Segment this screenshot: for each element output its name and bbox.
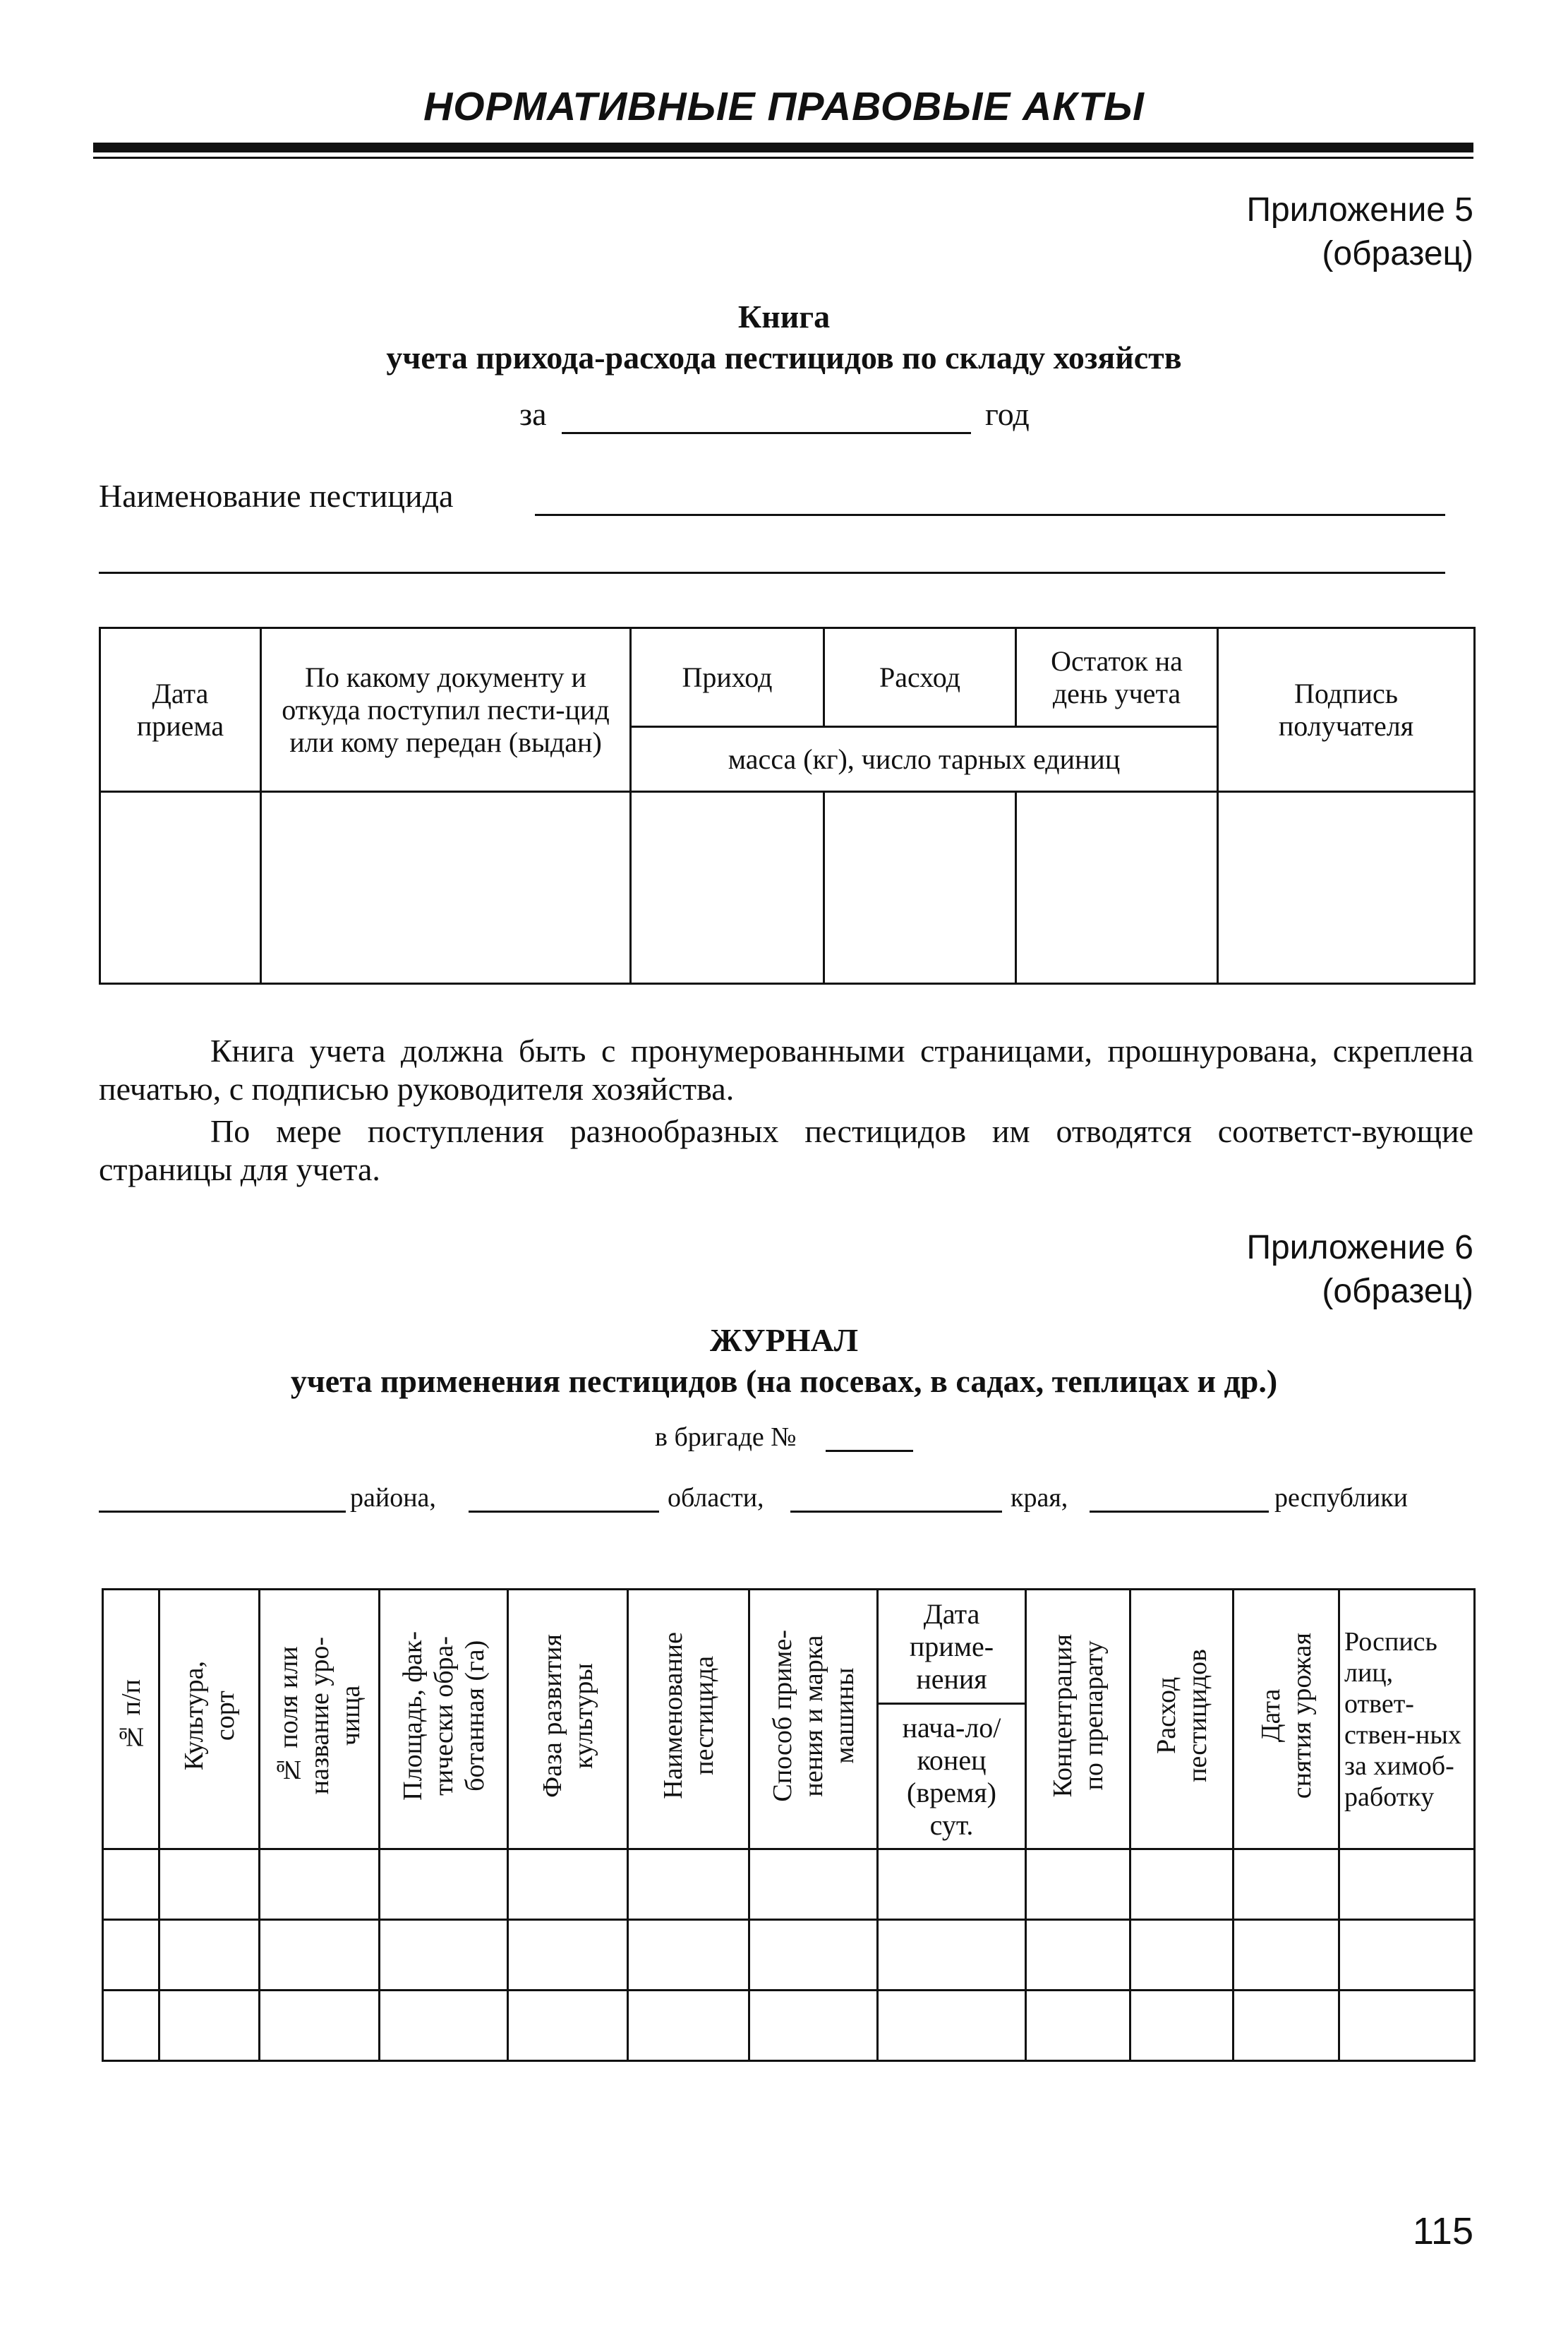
table-cell: [103, 1991, 159, 2061]
col-area-header: [380, 1590, 508, 1849]
col-income-header: Приход: [631, 628, 824, 727]
district-blank-line: [99, 1511, 346, 1513]
col-harvest-label: Дата снятия урожая: [1255, 1632, 1317, 1799]
table-cell: [159, 1991, 260, 2061]
brigade-blank-line: [826, 1450, 913, 1452]
table-cell: [1026, 1991, 1130, 2061]
table-cell: [159, 1920, 260, 1991]
region-oblast: области,: [668, 1483, 764, 1513]
col-num-header: [103, 1590, 159, 1849]
table-cell: [1234, 1920, 1339, 1991]
appendix5-subtitle: учета прихода-расхода пестицидов по складу хозяйств: [386, 340, 1182, 376]
year-prefix: за: [519, 396, 547, 432]
pesticide-name-line: [535, 514, 1445, 516]
col-consumption-header: [1130, 1590, 1234, 1849]
col-concentration-label: Концентрация по препарату: [1047, 1633, 1109, 1798]
krai-blank-line: [790, 1511, 1002, 1513]
col-document-header: По какому документу и откуда поступил пести-цид или кому передан (выдан): [261, 628, 631, 792]
table-cell: [103, 1849, 159, 1920]
table-cell: [261, 792, 631, 984]
col-signature-header: Подпись получателя: [1218, 628, 1475, 792]
pesticide-ledger-table: [99, 627, 1476, 985]
running-header: НОРМАТИВНЫЕ ПРАВОВЫЕ АКТЫ: [423, 84, 1145, 129]
page-number: 115: [1412, 2210, 1473, 2252]
region-republic: республики: [1274, 1483, 1408, 1513]
oblast-blank-line: [469, 1511, 659, 1513]
col-date-bottom-header: нача-ло/конец (время) сут.: [878, 1704, 1026, 1849]
col-phase-header: [508, 1590, 628, 1849]
table-cell: [631, 792, 824, 984]
col-field-label: № поля или название уро- чища: [273, 1636, 366, 1795]
col-crop-label: Культура, сорт: [179, 1660, 240, 1771]
region-krai: края,: [1011, 1483, 1068, 1513]
col-crop-header: [159, 1590, 260, 1849]
units-header: масса (кг), число тарных единиц: [631, 727, 1218, 792]
col-phase-label: Фаза развития культуры: [537, 1633, 598, 1798]
table-cell: [260, 1991, 380, 2061]
table-cell: [103, 1920, 159, 1991]
table-cell: [878, 1991, 1026, 2061]
brigade-label: в бригаде №: [655, 1422, 797, 1452]
col-method-header: [749, 1590, 878, 1849]
col-method-label: Способ приме- нения и марка машины: [767, 1629, 860, 1802]
table-cell: [260, 1920, 380, 1991]
republic-blank-line: [1090, 1511, 1269, 1513]
appendix6-sample: (образец): [1322, 1273, 1473, 1310]
table-cell: [100, 792, 261, 984]
table-cell: [749, 1991, 878, 2061]
table-cell: [1026, 1849, 1130, 1920]
appendix6-title: ЖУРНАЛ: [710, 1322, 858, 1358]
year-suffix: год: [985, 396, 1030, 432]
table-cell: [508, 1920, 628, 1991]
table-cell: [380, 1849, 508, 1920]
appendix6-subtitle: учета применения пестицидов (на посевах, в садах, теплицах и др.): [290, 1363, 1278, 1399]
appendix5-title: Книга: [737, 299, 831, 335]
col-pesticide-label: Наименование пестицида: [658, 1632, 719, 1799]
table-cell: [380, 1920, 508, 1991]
table-cell: [380, 1991, 508, 2061]
table-cell: [878, 1920, 1026, 1991]
col-area-label: Площадь, фак- тически обра- ботанная (га): [397, 1631, 490, 1801]
header-rule-thin: [93, 157, 1473, 159]
pesticide-journal-table: [102, 1588, 1476, 2062]
pesticide-name-line-2: [99, 572, 1445, 574]
table-cell: [1130, 1991, 1234, 2061]
table-cell: [628, 1849, 749, 1920]
year-blank-line: [562, 432, 971, 434]
table-cell: [159, 1849, 260, 1920]
table-cell: [1234, 1991, 1339, 2061]
table-cell: [1016, 792, 1218, 984]
col-field-header: [260, 1590, 380, 1849]
appendix5-sample: (образец): [1322, 235, 1473, 272]
col-num-label: № п/п: [116, 1679, 146, 1752]
table-cell: [878, 1849, 1026, 1920]
table-cell: [508, 1849, 628, 1920]
table-cell: [1130, 1849, 1234, 1920]
table-cell: [749, 1920, 878, 1991]
pesticide-name-label: Наименование пестицида: [99, 478, 454, 514]
appendix5-label: Приложение 5: [1246, 191, 1473, 229]
table-cell: [1218, 792, 1475, 984]
table-cell: [1339, 1991, 1475, 2061]
col-concentration-header: [1026, 1590, 1130, 1849]
table-cell: [1026, 1920, 1130, 1991]
region-district: района,: [350, 1483, 436, 1513]
table-cell: [1234, 1849, 1339, 1920]
note-1: Книга учета должна быть с пронумерованными страницами, прошнурована, скреплена печатью, с подписью руководителя хозяйства.: [99, 1033, 1473, 1107]
col-expense-header: Расход: [824, 628, 1016, 727]
col-harvest-header: [1234, 1590, 1339, 1849]
col-balance-header: Остаток на день учета: [1016, 628, 1218, 727]
table-cell: [628, 1991, 749, 2061]
col-date-header: Дата приема: [100, 628, 261, 792]
appendix6-label: Приложение 6: [1246, 1229, 1473, 1266]
col-pesticide-header: [628, 1590, 749, 1849]
table-cell: [1339, 1849, 1475, 1920]
note-2: По мере поступления разнообразных пестицидов им отводятся соответст-вующие страницы для учета.: [99, 1113, 1473, 1187]
table-cell: [824, 792, 1016, 984]
table-cell: [508, 1991, 628, 2061]
table-cell: [628, 1920, 749, 1991]
table-cell: [749, 1849, 878, 1920]
header-rule-thick: [93, 143, 1473, 152]
table-cell: [1130, 1920, 1234, 1991]
col-consumption-label: Расход пестицидов: [1151, 1649, 1212, 1782]
table-cell: [260, 1849, 380, 1920]
col-date-top-header: Дата приме-нения: [878, 1590, 1026, 1704]
col-responsible-header: Роспись лиц, ответ-ствен-ных за химоб-работку: [1339, 1590, 1475, 1849]
table-cell: [1339, 1920, 1475, 1991]
